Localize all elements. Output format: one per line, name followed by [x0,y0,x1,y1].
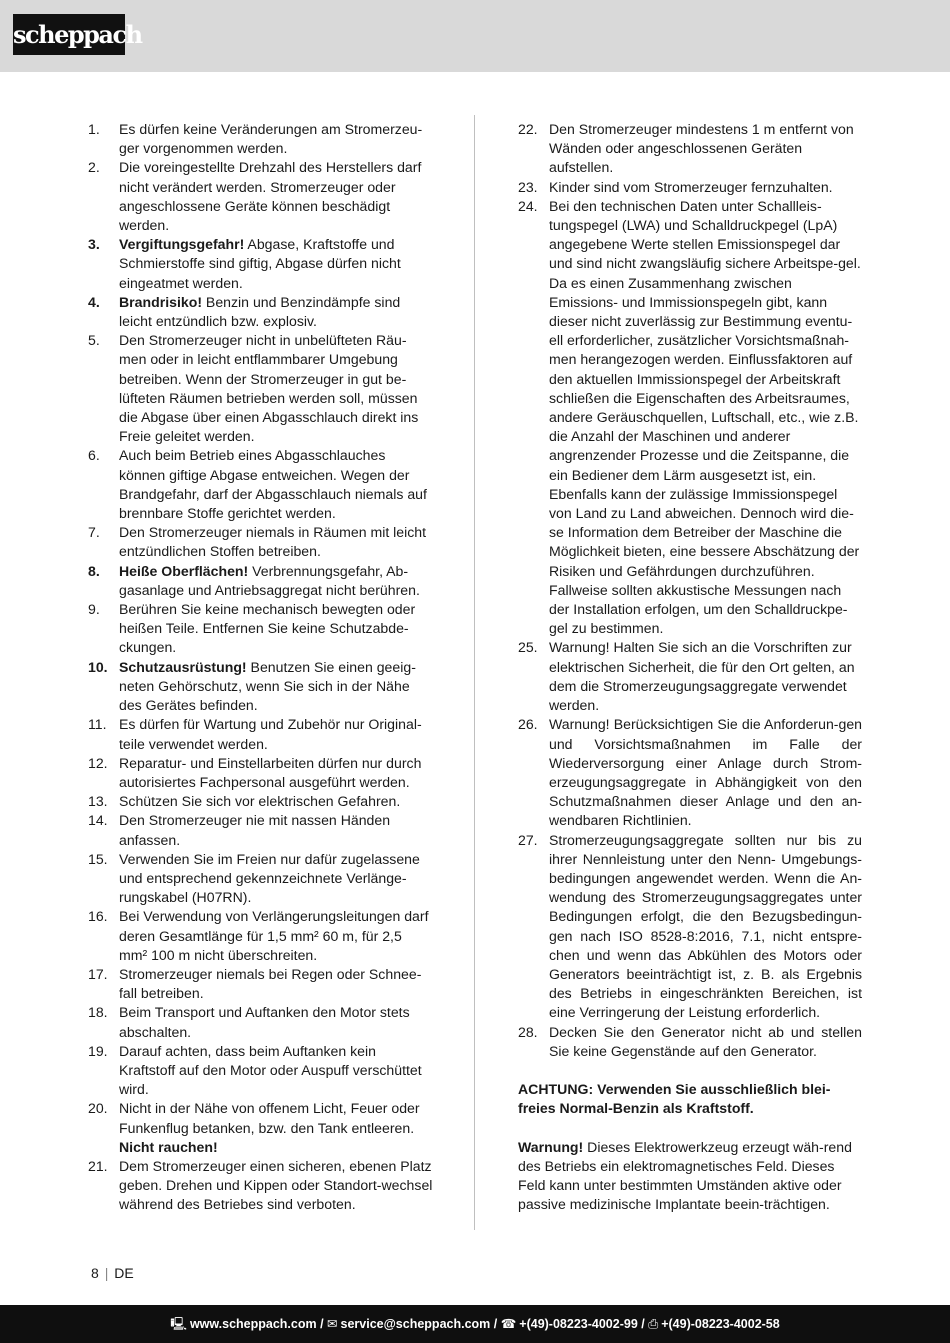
list-item-text [119,523,433,561]
list-item-number: 22. [518,121,538,137]
list-item-emphasis: Schutzausrüstung! [119,658,247,675]
list-item [88,446,433,523]
column-divider [474,115,475,1230]
list-item-body: Den Stromerzeuger nicht in unbelüfteten Räu-men oder in leicht entflammbarer Umgebung betreiben. Wenn der Stromerzeuger in gut be-lüfteten Räumen betrieben werden soll, müssen die Abgase über einen Abgasschlauch direkt ins Freie geleitet werden. [119,332,419,445]
list-item-emphasis: Nicht rauchen! [119,1138,218,1155]
list-item [88,523,433,561]
list-item [88,1003,433,1041]
list-item [88,293,433,331]
list-item [518,1023,862,1061]
list-item [88,965,433,1003]
list-item-body: Auch beim Betrieb eines Abgasschlauches können giftige Abgase entweichen. Wegen der Brandgefahr, darf der Abgasschlauch niemals auf brennbare Stoffe gerichtet werden. [119,447,427,522]
list-item-number: 7. [88,524,100,541]
list-item-body: Bei Verwendung von Verlängerungsleitungen darf deren Gesamtlänge für 1,5 mm² 60 m, für 2,5 mm² 100 m nicht überschreiten. [119,908,429,963]
list-item-text: Stromerzeugungsaggregate sollten nur bis zu ihrer Nennleistung unter den Nenn- Umgebungs-bedingungen angewendet werden. Wenn die An-wendung des Stromerzeugungsaggregates unter Bedingungen erfolgt, die den Bezugsbedingun-gen nach ISO 8528-8:2016, 7.1, nicht entspre-chen und wenn das Abkühlen des Motors oder Generators beeinträchtigt ist, z. B. als Ergebnis des Betriebs in eingeschränkten Bereichen, ist eine Verringerung der Leistung erforderlich. [549,831,862,1021]
list-item [88,600,433,658]
list-item-body: Nicht in der Nähe von offenem Licht, Feuer oder Funkenflug betanken, bzw. den Tank entleeren. [119,1100,420,1136]
list-item-text [119,446,433,523]
list-item-text [119,792,433,811]
list-item-number: 19. [88,1042,108,1059]
list-item-body: Die voreingestellte Drehzahl des Herstellers darf nicht verändert werden. Stromerzeuger oder angeschlossene Geräte können beschädigt werden. [119,159,422,234]
list-item [88,158,433,235]
list-item-text [119,811,433,849]
list-item-body: Stromerzeuger niemals bei Regen oder Schnee-fall betreiben. [119,965,422,1002]
left-column [88,120,433,1215]
list-item-body: Schützen Sie sich vor elektrischen Gefahren. [119,793,401,810]
list-item [518,831,862,1023]
list-item-number: 6. [88,447,100,464]
footer-email[interactable]: service@scheppach.com [340,1317,491,1331]
list-item-number: 1. [88,121,100,137]
list-item [88,1157,433,1215]
list-item-body: Dem Stromerzeuger einen sicheren, ebenen Platz geben. Drehen und Kippen oder Standort-wechsel während des Betriebes sind verboten. [119,1157,433,1213]
list-item-text [119,715,433,753]
list-item [88,754,433,792]
list-item-number: 2. [88,159,100,176]
list-item-number: 3. [88,236,100,253]
mail-icon: ✉ [327,1317,338,1331]
list-item-body: Beim Transport und Auftanken den Motor stets abschalten. [119,1004,410,1040]
list-item-text [119,1099,433,1157]
list-item-body: Es dürfen für Wartung und Zubehör nur Original-teile verwendet werden. [119,716,422,752]
computer-icon: 🖳 [170,1317,187,1331]
list-item-text [119,158,433,235]
list-item-body: Es dürfen keine Veränderungen am Stromerzeu-ger vorgenommen werden. [119,121,423,157]
list-item [88,1042,433,1100]
list-item [518,178,862,197]
list-item [88,792,433,811]
list-item-text [119,235,433,293]
list-item-body: Den Stromerzeuger nie mit nassen Händen anfassen. [119,812,391,848]
list-item-emphasis: Brandrisiko! [119,293,203,310]
list-item-number: 16. [88,908,108,925]
fax-icon: ⎙ [648,1317,659,1331]
list-item-number: 4. [88,293,100,310]
list-item-number: 14. [88,812,108,829]
list-item-number: 12. [88,754,108,771]
list-item-text [119,600,433,658]
list-item [88,811,433,849]
list-item [88,658,433,716]
list-item [88,120,433,158]
list-item [88,907,433,965]
warning-label: Warnung! [518,1138,584,1155]
list-item-text [119,754,433,792]
list-item-body: Abgase, Kraftstoffe und Schmierstoffe sind giftig, Abgase dürfen nicht eingeatmet werden. [119,236,401,291]
list-item-emphasis: Vergiftungsgefahr! [119,236,245,253]
list-item-text [119,965,433,1003]
list-item-body: Berühren Sie keine mechanisch bewegten oder heißen Teile. Entfernen Sie keine Schutzabde-ckungen. [119,601,416,656]
scheppach-logo: scheppach [13,14,125,55]
list-item-text [119,907,433,965]
list-item-body: Darauf achten, dass beim Auftanken kein Kraftstoff auf den Motor oder Auspuff verschüttet wird. [119,1042,422,1098]
emf-warning-notice [518,1138,862,1215]
achtung-notice: ACHTUNG: Verwenden Sie ausschließlich blei-freies Normal-Benzin als Kraftstoff. [518,1081,831,1117]
list-item-number: 5. [88,332,100,349]
footer-separator: / [637,1317,649,1331]
list-item-number: 15. [88,850,108,867]
list-item [88,1099,433,1157]
list-item [518,120,862,178]
list-item [88,715,433,753]
list-item-number: 24. [518,197,538,214]
list-item-number: 11. [88,716,107,733]
page-header [0,0,950,72]
list-item-text [119,658,433,716]
page-separator: | [104,1265,109,1281]
list-item-text [119,120,433,158]
list-item-text: Bei den technischen Daten unter Schallleis-tungspegel (LWA) und Schalldruckpegel (LpA) angegebene Werte stellen Emissionspegel dar und sind nicht zwangsläufig sichere Arbeitspe-gel. Da es einen Zusammenhang zwischen Emissions- und Immissionspegeln gibt, kann dieser nicht zuverlässig zur Bestimmung eventu-ell erforderlicher, zusätzlicher Vorsichtsmaßnah-men herangezogen werden. Einflussfaktoren auf den aktuellen Immissionspegel der Arbeitskraft schließen die Eigenschaften des Arbeitsraumes, andere Geräuschquellen, Luftschall, etc., wie z.B. die Anzahl der Maschinen und anderer angrenzender Prozesse und die Zeitspanne, die ein Bediener dem Lärm ausgesetzt ist, ein. Ebenfalls kann der zulässige Immissionspegel von Land zu Land abweichen. Dennoch wird die-se Information dem Betreiber der Maschine die Möglichkeit bieten, eine bessere Abschätzung der Risiken und Gefährdungen durchzuführen. Fallweise sollten akkustische Messungen nach der Installation erfolgen, um den Schalldruckpe-gel zu bestimmen. [549,197,861,637]
list-item-text [119,331,433,446]
list-item-number: 20. [88,1100,108,1117]
list-item-text [119,850,433,908]
list-item-number: 25. [518,639,538,656]
footer-separator: / [316,1317,328,1331]
page-footer [0,1305,950,1343]
list-item [88,562,433,600]
warning-text: Dieses Elektrowerkzeug erzeugt wäh-rend des Betriebs ein elektromagnetisches Feld. Dieses Feld kann unter bestimmten Umständen aktive oder passive medizinische Implantate beein-trächtigen. [518,1138,852,1213]
list-item [88,331,433,446]
list-item-text: Kinder sind vom Stromerzeuger fernzuhalten. [549,178,833,195]
list-item [88,235,433,293]
list-item-text: Decken Sie den Generator nicht ab und stellen Sie keine Gegenstände auf den Generator. [549,1023,862,1059]
list-item-text: Warnung! Halten Sie sich an die Vorschriften zur elektrischen Sicherheit, die für den Ort gelten, an dem die Stromerzeugungsaggregate verwendet werden. [549,639,855,714]
list-item [518,638,862,715]
list-item-text [119,1157,433,1215]
list-item-number: 18. [88,1004,108,1021]
list-item-text: Den Stromerzeuger mindestens 1 m entfernt von Wänden oder angeschlossenen Geräten aufstellen. [549,121,854,176]
list-item-number: 23. [518,178,538,195]
list-item-text [119,562,433,600]
page-number [91,1264,134,1283]
list-item-body: Den Stromerzeuger niemals in Räumen mit leicht entzündlichen Stoffen betreiben. [119,524,427,560]
list-item-number: 8. [88,562,100,579]
list-item-body: Reparatur- und Einstellarbeiten dürfen nur durch autorisiertes Fachpersonal ausgeführt werden. [119,754,422,790]
page-language: DE [114,1265,134,1281]
right-column [518,120,862,1215]
page-number-value: 8 [91,1265,99,1281]
list-item [518,197,862,639]
list-item-number: 17. [88,965,108,982]
list-item-number: 10. [88,658,108,675]
footer-phone: +(49)-08223-4002-99 [519,1317,638,1331]
list-item-text: Warnung! Berücksichtigen Sie die Anforderun-gen und Vorsichtsmaßnahmen im Falle der Wiederversorgung einer Anlage durch Strom-erzeugungsaggregate in Abhängigkeit von den Schutzmaßnahmen dieser Anlage und den an-wendbaren Richtlinien. [549,716,862,829]
list-item-emphasis: Heiße Oberflächen! [119,562,249,579]
list-item-body: Benutzen Sie einen geeig-neten Gehörschutz, wenn Sie sich in der Nähe des Gerätes befinden. [119,658,416,714]
list-item-number: 28. [518,1023,538,1040]
list-item [518,715,862,830]
list-item-text [119,1003,433,1041]
list-item-body: Verbrennungsgefahr, Ab-gasanlage und Antriebsaggregat nicht berühren. [119,562,420,598]
list-item-number: 27. [518,831,538,848]
list-item-number: 21. [88,1157,108,1174]
list-item-text [119,1042,433,1100]
list-item-number: 13. [88,793,108,810]
footer-separator: / [490,1317,501,1331]
list-item-body: Benzin und Benzindämpfe sind leicht entzündlich bzw. explosiv. [119,293,401,330]
list-item [88,850,433,908]
list-item-number: 26. [518,716,538,733]
telephone-icon: ☎ [500,1317,517,1331]
footer-fax: +(49)-08223-4002-58 [661,1317,780,1331]
list-item-number: 9. [88,601,100,618]
safety-list-right [518,120,862,1061]
footer-website[interactable]: www.scheppach.com [189,1317,317,1331]
list-item-text [119,293,433,331]
list-item-body: Verwenden Sie im Freien nur dafür zugelassene und entsprechend gekennzeichnete Verlänge-rungskabel (H07RN). [119,850,420,906]
